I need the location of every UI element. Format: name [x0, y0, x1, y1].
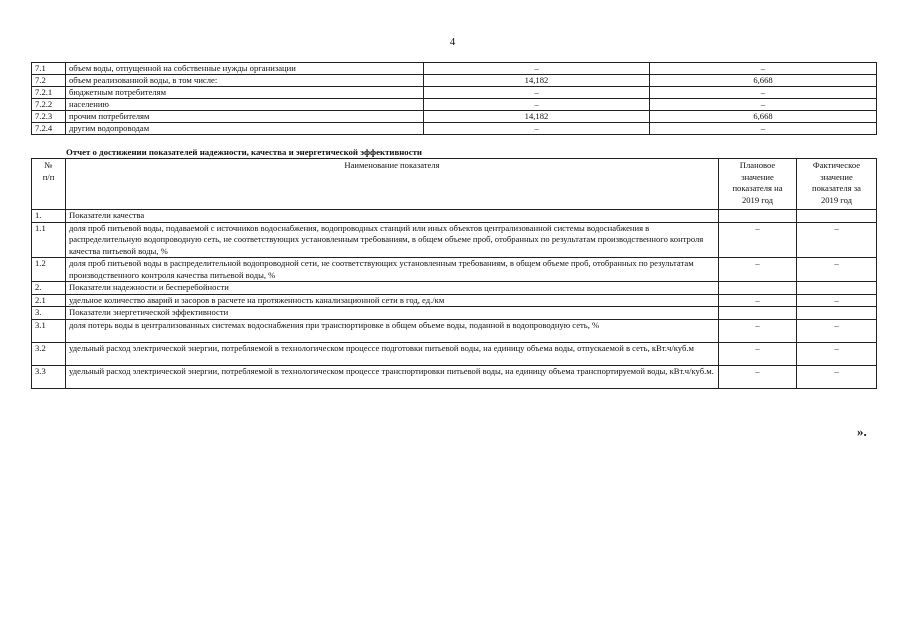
- table-header-row: [32, 159, 877, 210]
- row-number: 7.1: [32, 63, 66, 75]
- row-number: 7.2.3: [32, 111, 66, 123]
- table-row: [32, 258, 877, 282]
- row-label: населению: [66, 99, 424, 111]
- table-row: [32, 99, 877, 111]
- row-fact-value: –: [650, 99, 877, 111]
- row-fact-value: [797, 282, 877, 295]
- table-row: [32, 307, 877, 320]
- table-row: [32, 222, 877, 258]
- row-number: 3.3: [32, 365, 66, 388]
- table-row: [32, 87, 877, 99]
- page-number: 4: [449, 36, 456, 48]
- row-label: удельное количество аварий и засоров в расчете на протяженность канализационной сети в год, ед./км: [66, 294, 719, 307]
- header-fact: Фактическое значение показателя за 2019 год: [797, 159, 877, 210]
- row-label: удельный расход электрической энергии, потребляемой в технологическом процессе транспортировки питьевой воды, на единицу объема транспортируемой воды, кВт.ч/куб.м.: [66, 365, 719, 388]
- water-volume-table: [31, 62, 877, 135]
- row-number: 1.1: [32, 222, 66, 258]
- row-plan-value: –: [719, 294, 797, 307]
- header-name: Наименование показателя: [66, 159, 719, 210]
- row-label: удельный расход электрической энергии, потребляемой в технологическом процессе подготовки питьевой воды, на единицу объема воды, отпускаемой в сеть, кВт.ч/куб.м: [66, 342, 719, 365]
- row-plan-value: –: [719, 319, 797, 342]
- row-fact-value: [797, 210, 877, 223]
- row-fact-value: –: [797, 342, 877, 365]
- row-label: прочим потребителям: [66, 111, 424, 123]
- table-row: [32, 123, 877, 135]
- row-number: 2.1: [32, 294, 66, 307]
- table-row: [32, 342, 877, 365]
- row-fact-value: –: [650, 87, 877, 99]
- row-label: Показатели энергетической эффективности: [66, 307, 719, 320]
- row-fact-value: –: [797, 294, 877, 307]
- row-number: 7.2.2: [32, 99, 66, 111]
- row-label: объем воды, отпущенной на собственные нужды организации: [66, 63, 424, 75]
- row-plan-value: –: [424, 63, 650, 75]
- row-fact-value: –: [650, 63, 877, 75]
- row-plan-value: –: [424, 99, 650, 111]
- row-plan-value: –: [719, 365, 797, 388]
- row-plan-value: [719, 282, 797, 295]
- row-fact-value: –: [797, 365, 877, 388]
- row-label: доля потерь воды в централизованных системах водоснабжения при транспортировке в общем объеме воды, поданной в водопроводную сеть, %: [66, 319, 719, 342]
- row-plan-value: –: [424, 123, 650, 135]
- row-number: 1.2: [32, 258, 66, 282]
- indicators-table: [31, 158, 877, 389]
- row-number: 3.: [32, 307, 66, 320]
- row-plan-value: 14,182: [424, 111, 650, 123]
- table-row: [32, 75, 877, 87]
- row-number: 7.2: [32, 75, 66, 87]
- closing-quote-mark: ».: [857, 424, 867, 439]
- table-row: [32, 365, 877, 388]
- row-fact-value: –: [797, 319, 877, 342]
- row-label: бюджетным потребителям: [66, 87, 424, 99]
- table-row: [32, 294, 877, 307]
- row-plan-value: –: [719, 222, 797, 258]
- row-fact-value: –: [650, 123, 877, 135]
- header-num: № п/п: [32, 159, 66, 210]
- row-label: доля проб питьевой воды в распределительной водопроводной сети, не соответствующих установленным требованиям, в общем объеме проб, отобранных по результатам производственного контроля качества питьевой воды, %: [66, 258, 719, 282]
- table-row: [32, 111, 877, 123]
- row-label: другим водопроводам: [66, 123, 424, 135]
- row-plan-value: –: [719, 342, 797, 365]
- header-plan: Плановое значение показателя на 2019 год: [719, 159, 797, 210]
- row-fact-value: 6,668: [650, 75, 877, 87]
- row-label: доля проб питьевой воды, подаваемой с источников водоснабжения, водопроводных станций или иных объектов централизованной системы водоснабжения в распределительную водопроводную сеть, не соответствующих установленным требованиям, в общем объеме проб, отобранных по результатам производственного контроля качества питьевой воды, %: [66, 222, 719, 258]
- row-label: Показатели качества: [66, 210, 719, 223]
- row-number: 7.2.1: [32, 87, 66, 99]
- row-fact-value: 6,668: [650, 111, 877, 123]
- table-row: [32, 63, 877, 75]
- row-plan-value: 14,182: [424, 75, 650, 87]
- row-fact-value: –: [797, 222, 877, 258]
- section-title: Отчет о достижении показателей надежности, качества и энергетической эффективности: [66, 147, 422, 157]
- row-fact-value: –: [797, 258, 877, 282]
- row-number: 3.2: [32, 342, 66, 365]
- row-number: 7.2.4: [32, 123, 66, 135]
- table-row: [32, 210, 877, 223]
- row-plan-value: –: [424, 87, 650, 99]
- row-plan-value: [719, 210, 797, 223]
- row-label: Показатели надежности и бесперебойности: [66, 282, 719, 295]
- row-number: 1.: [32, 210, 66, 223]
- table-row: [32, 282, 877, 295]
- row-fact-value: [797, 307, 877, 320]
- row-number: 3.1: [32, 319, 66, 342]
- row-number: 2.: [32, 282, 66, 295]
- row-plan-value: –: [719, 258, 797, 282]
- row-label: объем реализованной воды, в том числе:: [66, 75, 424, 87]
- row-plan-value: [719, 307, 797, 320]
- table-row: [32, 319, 877, 342]
